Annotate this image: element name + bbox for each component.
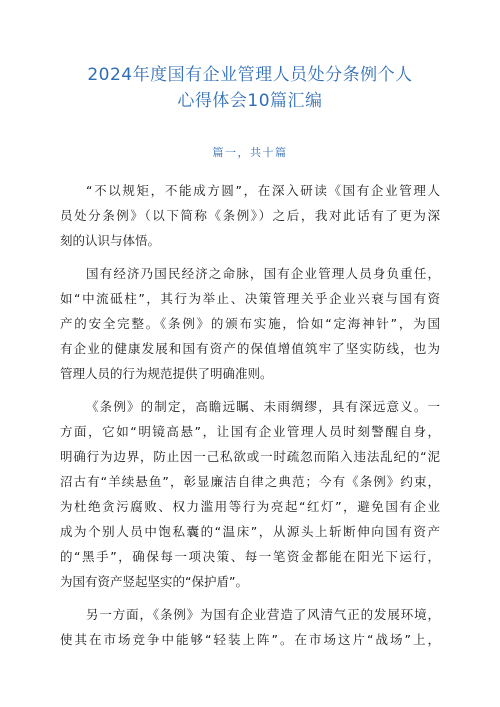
- document-title-line-1: 2024年度国有企业管理人员处分条例个人: [87, 65, 413, 85]
- paragraph-3-line-8: 为国有资产竖起坚实的“保护盾”。: [60, 574, 248, 589]
- paragraph-2-line-2: 如“中流砥柱”，其行为举止、决策管理关乎企业兴衰与国有资: [60, 291, 440, 306]
- paragraph-4-line-2: 使其在市场竞争中能够“轻装上阵”。在市场这片“战场”上，: [60, 632, 440, 647]
- paragraph-1-line-1: “不以规矩，不能成方圆”，在深入研读《国有企业管理人: [86, 183, 440, 198]
- paragraph-1-line-2: 员处分条例》（以下简称《条例》）之后，我对此话有了更为深: [60, 208, 440, 223]
- document-title-line-2: 心得体会10篇汇编: [177, 91, 323, 111]
- paragraph-2-line-3: 产的安全完整。《条例》的颁布实施，恰如“定海神针”，为国: [60, 316, 440, 331]
- paragraph-3-line-4: 沼古有“羊续悬鱼”，彰显廉洁自律之典范；今有《条例》约束，: [60, 474, 440, 489]
- paragraph-4-line-1: 另一方面，《条例》为国有企业营造了风清气正的发展环境，: [86, 607, 440, 622]
- paragraph-2-line-1: 国有经济乃国民经济之命脉，国有企业管理人员身负重任，: [86, 266, 440, 281]
- section-heading: 篇一，共十篇: [212, 146, 288, 159]
- paragraph-3-line-5: 为杜绝贪污腐败、权力滥用等行为亮起“红灯”，避免国有企业: [60, 499, 440, 514]
- paragraph-3-line-1: 《条例》的制定，高瞻远瞩、未雨绸缪，具有深远意义。一: [86, 399, 440, 414]
- paragraph-3-line-2: 方面，它如“明镜高悬”，让国有企业管理人员时刻警醒自身，: [60, 424, 440, 439]
- paragraph-3-line-7: 的“黑手”，确保每一项决策、每一笔资金都能在阳光下运行，: [60, 549, 440, 564]
- paragraph-3-line-6: 成为个别人员中饱私囊的“温床”，从源头上斩断伸向国有资产: [60, 524, 440, 539]
- paragraph-3-line-3: 明确行为边界，防止因一己私欲或一时疏忽而陷入违法乱纪的“泥: [60, 449, 440, 464]
- paragraph-2-line-5: 管理人员的行为规范提供了明确准则。: [60, 366, 273, 381]
- paragraph-1-line-3: 刻的认识与体悟。: [60, 233, 161, 248]
- paragraph-2-line-4: 有企业的健康发展和国有资产的保值增值筑牢了坚实防线，也为: [60, 341, 440, 356]
